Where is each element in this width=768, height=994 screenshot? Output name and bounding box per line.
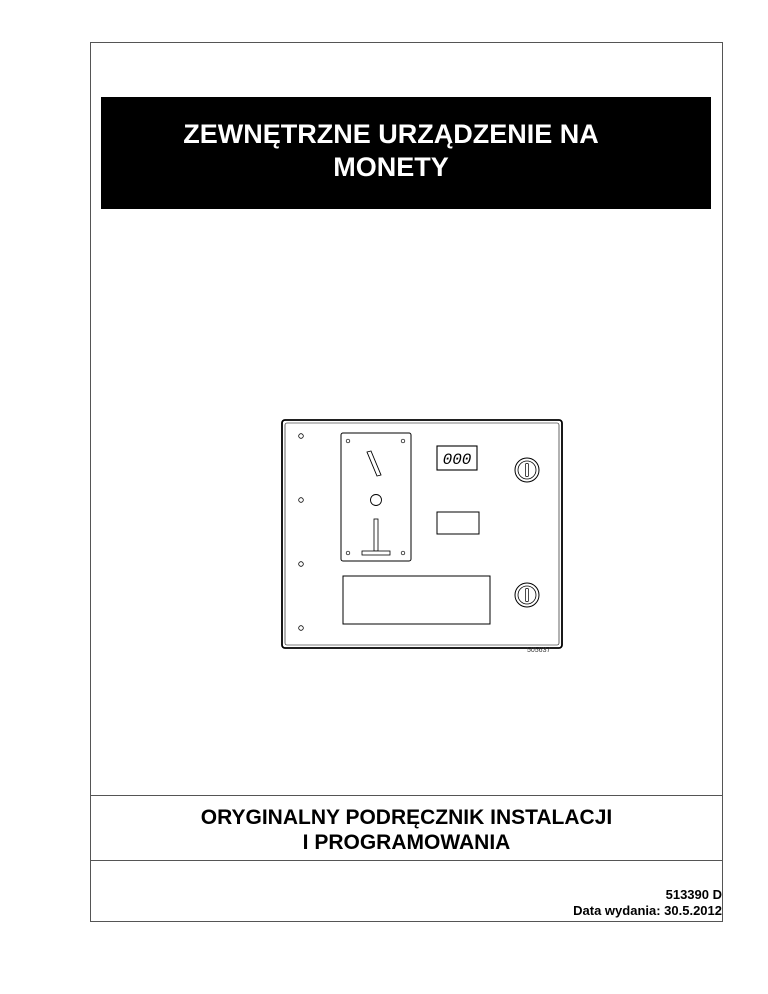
cover-subtitle-line-1: ORYGINALNY PODRĘCZNIK INSTALACJI [200,806,613,829]
document-meta [573,887,722,919]
cover-title-line-1: ZEWNĘTRZNE URZĄDZENIE NA [183,119,599,149]
section-divider [90,860,723,861]
document-number: 513390 D [665,887,722,902]
cover-title-line-2: MONETY [333,152,449,182]
cover-subtitle [90,805,723,855]
issue-date: Data wydania: 30.5.2012 [573,903,722,918]
coin-box-panel-icon [280,418,564,664]
cover-title [101,118,681,184]
counter-display: 000 [442,451,472,469]
figure-id: 505637 [527,647,551,654]
cover-subtitle-line-2: I PROGRAMOWANIA [302,831,511,854]
section-divider [90,795,723,796]
